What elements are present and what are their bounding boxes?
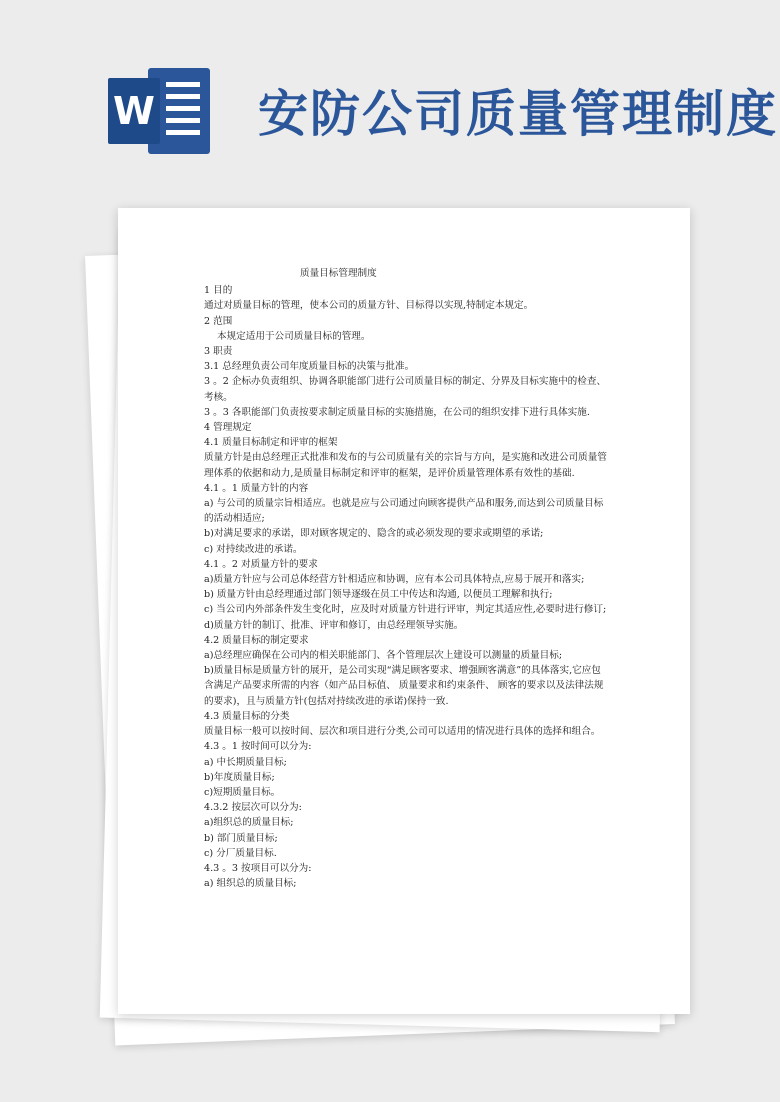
doc-line: 4.2 质量目标的制定要求 xyxy=(204,634,309,646)
doc-line: c) 对持续改进的承诺。 xyxy=(204,543,303,555)
doc-line: 2 范围 xyxy=(204,315,233,327)
doc-line: 质量方针是由总经理正式批准和发布的与公司质量有关的宗旨与方向，是实施和改进公司质量管理体系的依据和动力,是质量目标制定和评审的框架，是评价质量管理体系有效性的基础. xyxy=(204,452,607,479)
document-body xyxy=(204,266,608,891)
doc-line: c) 分厂质量目标. xyxy=(204,847,277,859)
doc-line: d)质量方针的制订、批准、评审和修订，由总经理领导实施。 xyxy=(204,619,464,631)
doc-line: c) 当公司内外部条件发生变化时，应及时对质量方针进行评审，判定其适应性,必要时进行修订; xyxy=(204,604,607,616)
doc-line: a) 组织总的质量目标; xyxy=(204,878,297,890)
word-document-icon xyxy=(108,68,210,154)
doc-line: b)对满足要求的承诺，即对顾客规定的、隐含的或必须发现的要求或期望的承诺; xyxy=(204,528,544,540)
doc-line: 4.1 质量目标制定和评审的框架 xyxy=(204,437,338,449)
doc-line: b)质量目标是质量方针的展开，是公司实现“满足顾客要求、增强顾客满意”的具体落实,它应包含满足产品要求所需的内容（如产品目标值、 质量要求和约束条件、 顾客的要求以及法律法规的要求)，且与质量方针(包括对持续改进的承诺)保持一致. xyxy=(204,665,604,707)
doc-line: 3 职责 xyxy=(204,346,233,358)
doc-line: 3 。3 各职能部门负责按要求制定质量目标的实施措施，在公司的组织安排下进行具体实施. xyxy=(204,406,590,418)
doc-line: 4.3 。3 按项目可以分为: xyxy=(204,862,312,874)
doc-line: c)短期质量目标。 xyxy=(204,786,281,798)
doc-line: 4.1 。1 质量方针的内容 xyxy=(204,482,309,494)
doc-line: 4.1 。2 对质量方针的要求 xyxy=(204,558,318,570)
doc-line: a)质量方针应与公司总体经营方针相适应和协调，应有本公司具体特点,应易于展开和落实; xyxy=(204,574,585,586)
doc-line: b) 部门质量目标; xyxy=(204,832,278,844)
word-icon-letter: W xyxy=(113,89,155,133)
doc-line: 4.3 。1 按时间可以分为: xyxy=(204,741,312,753)
doc-line: b)年度质量目标; xyxy=(204,771,275,783)
doc-line: 4.3 质量目标的分类 xyxy=(204,710,290,722)
doc-line: 3 。2 企标办负责组织、协调各职能部门进行公司质量目标的制定、分界及目标实施中的检查、考核。 xyxy=(204,376,607,403)
doc-line: 通过对质量目标的管理，使本公司的质量方针、目标得以实现,特制定本规定。 xyxy=(204,300,534,312)
doc-line: a) 中长期质量目标; xyxy=(204,756,287,768)
doc-line: a)组织总的质量目标; xyxy=(204,817,294,829)
header-banner xyxy=(0,0,780,200)
doc-line: 4.3.2 按层次可以分为: xyxy=(204,802,302,814)
doc-line: 1 目的 xyxy=(204,285,233,297)
doc-line: 质量目标一般可以按时间、层次和项目进行分类,公司可以适用的情况进行具体的选择和组合。 xyxy=(204,726,601,738)
page-heading: 质量目标管理制度 xyxy=(300,268,377,279)
doc-line: b) 质量方针由总经理通过部门领导逐级在员工中传达和沟通, 以便员工理解和执行; xyxy=(204,589,553,601)
doc-line: 3.1 总经理负责公司年度质量目标的决策与批准。 xyxy=(204,361,415,373)
doc-line: 本规定适用于公司质量目标的管理。 xyxy=(217,330,371,342)
document-title: 安防公司质量管理制度 xyxy=(258,85,778,143)
doc-line: a) 与公司的质量宗旨相适应。也就是应与公司通过向顾客提供产品和服务,而达到公司质量目标的活动相适应; xyxy=(204,498,604,525)
doc-line: a)总经理应确保在公司内的相关职能部门、各个管理层次上建设可以测量的质量目标; xyxy=(204,650,563,662)
doc-line: 4 管理规定 xyxy=(204,422,252,434)
